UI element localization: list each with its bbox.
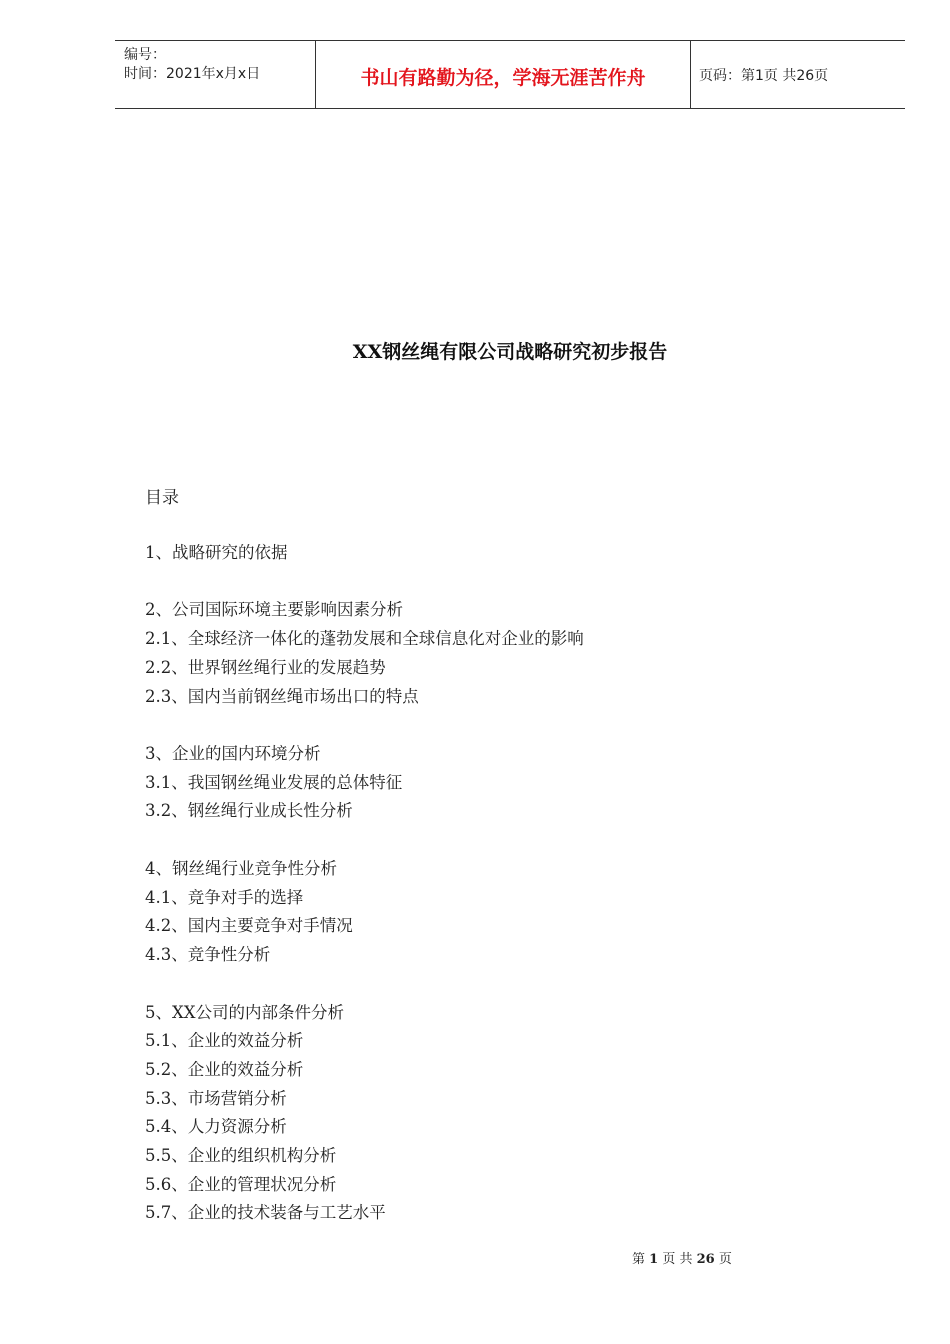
toc-item: 5.6、企业的管理状况分析 (145, 1175, 337, 1194)
toc-item: 4、钢丝绳行业竞争性分析 (145, 859, 337, 878)
header-page-cell (690, 41, 905, 108)
toc-item: 3.2、钢丝绳行业成长性分析 (145, 801, 353, 820)
toc-item: 5、XX公司的内部条件分析 (145, 1003, 344, 1022)
toc-item: 5.3、市场营销分析 (145, 1089, 287, 1108)
toc-item: 1、战略研究的依据 (145, 543, 288, 562)
time-label: 时间：2021年x月x日 (124, 66, 261, 82)
toc-item: 5.7、企业的技术装备与工艺水平 (145, 1203, 386, 1222)
document-title: XX钢丝绳有限公司战略研究初步报告 (352, 341, 668, 363)
toc-item: 3.1、我国钢丝绳业发展的总体特征 (145, 773, 403, 792)
page-header (115, 40, 905, 109)
header-meta-cell (115, 41, 315, 108)
page-info: 页码：第1页 共26页 (699, 68, 829, 84)
footer-middle: 页 共 (662, 1252, 693, 1267)
motto: 书山有路勤为径，学海无涯苦作舟 (360, 67, 646, 89)
toc-item: 4.1、竞争对手的选择 (145, 888, 304, 907)
toc-item: 2.1、全球经济一体化的蓬勃发展和全球信息化对企业的影响 (145, 629, 584, 648)
toc-item: 5.5、企业的组织机构分析 (145, 1146, 337, 1165)
number-label: 编号： (124, 47, 166, 63)
toc-item: 5.4、人力资源分析 (145, 1117, 287, 1136)
toc-item: 2.2、世界钢丝绳行业的发展趋势 (145, 658, 386, 677)
toc-item: 4.2、国内主要竞争对手情况 (145, 916, 353, 935)
toc-item: 2、公司国际环境主要影响因素分析 (145, 600, 403, 619)
toc-item: 3、企业的国内环境分析 (145, 744, 321, 763)
footer-suffix: 页 (718, 1252, 732, 1267)
toc-item: 5.2、企业的效益分析 (145, 1060, 304, 1079)
footer-prefix: 第 (632, 1252, 646, 1267)
toc-item: 2.3、国内当前钢丝绳市场出口的特点 (145, 687, 419, 706)
footer-total-pages: 26 (696, 1252, 715, 1267)
toc-item: 5.1、企业的效益分析 (145, 1031, 304, 1050)
toc-heading: 目录 (145, 488, 179, 508)
page-footer (632, 1248, 732, 1267)
toc-item: 4.3、竞争性分析 (145, 945, 271, 964)
footer-current-page: 1 (649, 1252, 659, 1267)
header-motto-cell (315, 41, 691, 108)
